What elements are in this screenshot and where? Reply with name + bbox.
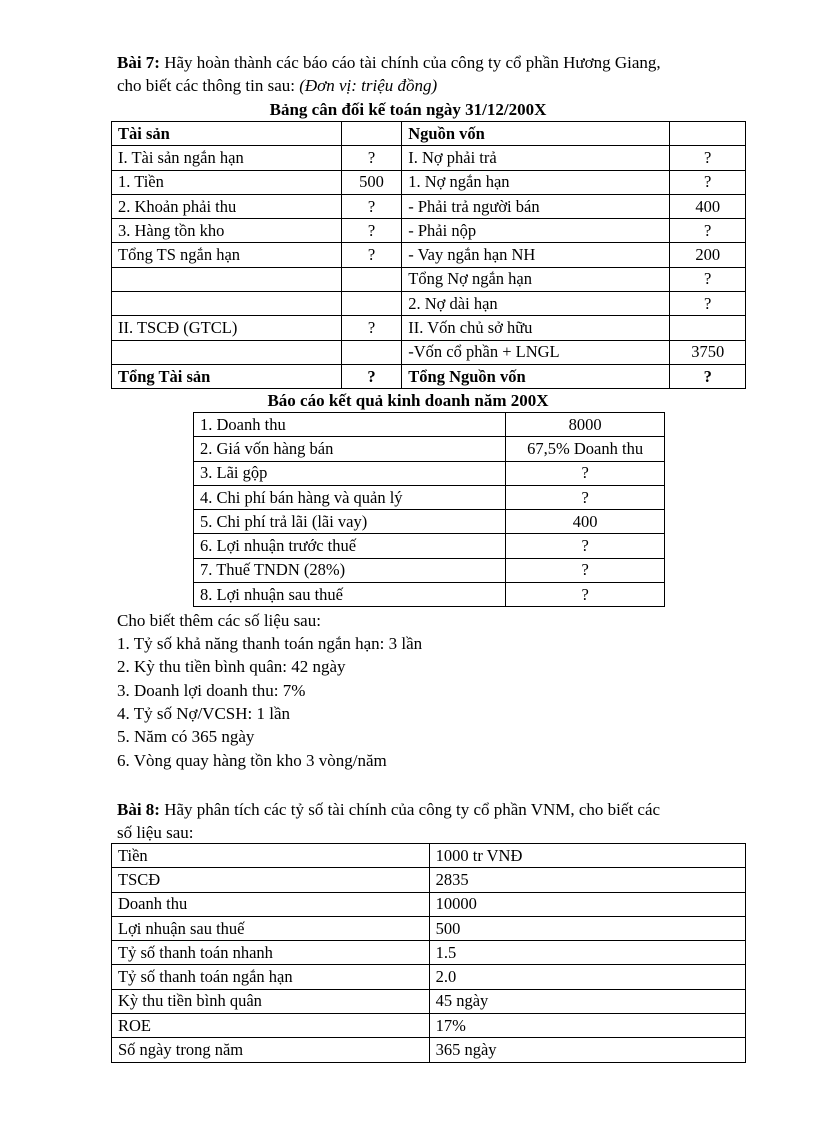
header-cell	[341, 122, 401, 146]
label-cell: 3. Hàng tồn kho	[112, 219, 342, 243]
label-cell	[112, 340, 342, 364]
label-cell: II. Vốn chủ sở hữu	[402, 316, 670, 340]
value-cell: ?	[341, 146, 401, 170]
table-row	[194, 534, 665, 558]
header-cell	[670, 122, 746, 146]
label-cell: Tỷ số thanh toán ngắn hạn	[112, 965, 430, 989]
label-cell: 5. Chi phí trả lãi (lãi vay)	[194, 510, 506, 534]
list-item: 6. Vòng quay hàng tồn kho 3 vòng/năm	[117, 750, 387, 770]
label-cell: Kỳ thu tiền bình quân	[112, 989, 430, 1013]
value-cell: ?	[670, 146, 746, 170]
balance-sheet-title: Bảng cân đối kế toán ngày 31/12/200X	[269, 100, 547, 119]
table-row	[112, 892, 746, 916]
income-statement-title: Báo cáo kết quả kinh doanh năm 200X	[267, 391, 549, 410]
value-cell: ?	[506, 534, 665, 558]
label-cell: 2. Giá vốn hàng bán	[194, 437, 506, 461]
value-cell: ?	[506, 461, 665, 485]
bai7-line-2	[117, 74, 757, 97]
value-cell: 1000 tr VNĐ	[429, 844, 745, 868]
label-cell: Tỷ số thanh toán nhanh	[112, 941, 430, 965]
table-row	[112, 292, 746, 316]
label-cell: Doanh thu	[112, 892, 430, 916]
label-cell: Tổng TS ngắn hạn	[112, 243, 342, 267]
table-row	[194, 413, 665, 437]
table-row	[112, 219, 746, 243]
income-statement-body	[194, 413, 665, 607]
label-cell	[112, 267, 342, 291]
value-cell: 365 ngày	[429, 1038, 745, 1062]
list-item: 3. Doanh lợi doanh thu: 7%	[117, 680, 306, 700]
table-row	[112, 267, 746, 291]
value-cell	[341, 267, 401, 291]
table-row	[112, 941, 746, 965]
bai7-intro	[117, 51, 757, 97]
value-cell: 500	[429, 916, 745, 940]
value-cell: ?	[341, 243, 401, 267]
table-row	[112, 340, 746, 364]
label-cell	[112, 292, 342, 316]
value-cell: 2.0	[429, 965, 745, 989]
value-cell: ?	[506, 558, 665, 582]
value-cell: ?	[670, 219, 746, 243]
table-row	[112, 316, 746, 340]
label-cell: 2. Khoản phải thu	[112, 194, 342, 218]
value-cell: ?	[506, 485, 665, 509]
label-cell: ROE	[112, 1014, 430, 1038]
label-cell: I. Tài sản ngắn hạn	[112, 146, 342, 170]
value-cell: ?	[670, 170, 746, 194]
list-item: 4. Tỷ số Nợ/VCSH: 1 lần	[117, 703, 291, 723]
bai8-label: Bài 8:	[117, 800, 160, 819]
value-cell: 8000	[506, 413, 665, 437]
table-row	[112, 170, 746, 194]
total-value-cell: ?	[341, 364, 401, 388]
table-row	[194, 558, 665, 582]
table-row	[112, 243, 746, 267]
list-item: 5. Năm có 365 ngày	[117, 727, 255, 747]
value-cell: 45 ngày	[429, 989, 745, 1013]
extra-intro: Cho biết thêm các số liệu sau:	[117, 611, 321, 630]
bai8-line-1	[117, 798, 757, 821]
value-cell: 1.5	[429, 941, 745, 965]
value-cell: ?	[341, 194, 401, 218]
total-label-cell: Tổng Nguồn vốn	[402, 364, 670, 388]
label-cell: 7. Thuế TNDN (28%)	[194, 558, 506, 582]
bai7-text-2: cho biết các thông tin sau:	[117, 76, 300, 95]
label-cell: 4. Chi phí bán hàng và quản lý	[194, 485, 506, 509]
total-label-cell: Tổng Tài sản	[112, 364, 342, 388]
value-cell: ?	[506, 583, 665, 607]
value-cell: 3750	[670, 340, 746, 364]
bai8-line-2: số liệu sau:	[117, 823, 194, 842]
table-row	[194, 485, 665, 509]
total-value-cell: ?	[670, 364, 746, 388]
label-cell: - Phải nộp	[402, 219, 670, 243]
value-cell: ?	[670, 267, 746, 291]
bai7-unit: (Đơn vị: triệu đồng)	[299, 76, 438, 95]
value-cell: 67,5% Doanh thu	[506, 437, 665, 461]
balance-sheet-table	[111, 121, 746, 389]
value-cell: 400	[670, 194, 746, 218]
label-cell: - Phải trả người bán	[402, 194, 670, 218]
label-cell: - Vay ngắn hạn NH	[402, 243, 670, 267]
label-cell: 1. Doanh thu	[194, 413, 506, 437]
table-row	[194, 583, 665, 607]
label-cell: 6. Lợi nhuận trước thuế	[194, 534, 506, 558]
table-row	[112, 868, 746, 892]
table-row	[112, 146, 746, 170]
table-row	[112, 965, 746, 989]
label-cell: II. TSCĐ (GTCL)	[112, 316, 342, 340]
income-statement-table	[193, 412, 665, 607]
value-cell: 10000	[429, 892, 745, 916]
label-cell: 2. Nợ dài hạn	[402, 292, 670, 316]
table-row	[112, 194, 746, 218]
table-row	[194, 510, 665, 534]
label-cell: Số ngày trong năm	[112, 1038, 430, 1062]
value-cell: 200	[670, 243, 746, 267]
label-cell: 1. Tiền	[112, 170, 342, 194]
label-cell: -Vốn cổ phần + LNGL	[402, 340, 670, 364]
value-cell: ?	[341, 316, 401, 340]
value-cell: 500	[341, 170, 401, 194]
label-cell: Tiền	[112, 844, 430, 868]
value-cell: 17%	[429, 1014, 745, 1038]
balance-sheet-body	[112, 122, 746, 389]
table-row	[112, 989, 746, 1013]
total-row	[112, 364, 746, 388]
table-row	[112, 1014, 746, 1038]
label-cell: Tổng Nợ ngắn hạn	[402, 267, 670, 291]
bai8-intro	[117, 798, 757, 844]
value-cell: 400	[506, 510, 665, 534]
value-cell	[670, 316, 746, 340]
value-cell: ?	[670, 292, 746, 316]
label-cell: I. Nợ phải trả	[402, 146, 670, 170]
bai7-label: Bài 7:	[117, 53, 160, 72]
bai7-line-1	[117, 51, 757, 74]
bai7-text-1: Hãy hoàn thành các báo cáo tài chính của công ty cổ phần Hương Giang,	[159, 53, 661, 72]
bai8-table	[111, 843, 746, 1063]
table-row	[112, 844, 746, 868]
table-row	[112, 1038, 746, 1062]
list-item: 1. Tỷ số khả năng thanh toán ngắn hạn: 3 lần	[117, 634, 423, 653]
table-row	[112, 916, 746, 940]
table-row	[194, 437, 665, 461]
value-cell: ?	[341, 219, 401, 243]
header-cell: Nguồn vốn	[402, 122, 670, 146]
bai8-text-1: Hãy phân tích các tỷ số tài chính của công ty cổ phần VNM, cho biết các	[159, 800, 661, 819]
value-cell	[341, 292, 401, 316]
value-cell: 2835	[429, 868, 745, 892]
table-row	[194, 461, 665, 485]
label-cell: Lợi nhuận sau thuế	[112, 916, 430, 940]
value-cell	[341, 340, 401, 364]
label-cell: 3. Lãi gộp	[194, 461, 506, 485]
list-item: 2. Kỳ thu tiền bình quân: 42 ngày	[117, 657, 346, 677]
label-cell: TSCĐ	[112, 868, 430, 892]
label-cell: 8. Lợi nhuận sau thuế	[194, 583, 506, 607]
bai8-table-body	[112, 844, 746, 1063]
header-cell: Tài sản	[112, 122, 342, 146]
label-cell: 1. Nợ ngắn hạn	[402, 170, 670, 194]
table-header-row	[112, 122, 746, 146]
